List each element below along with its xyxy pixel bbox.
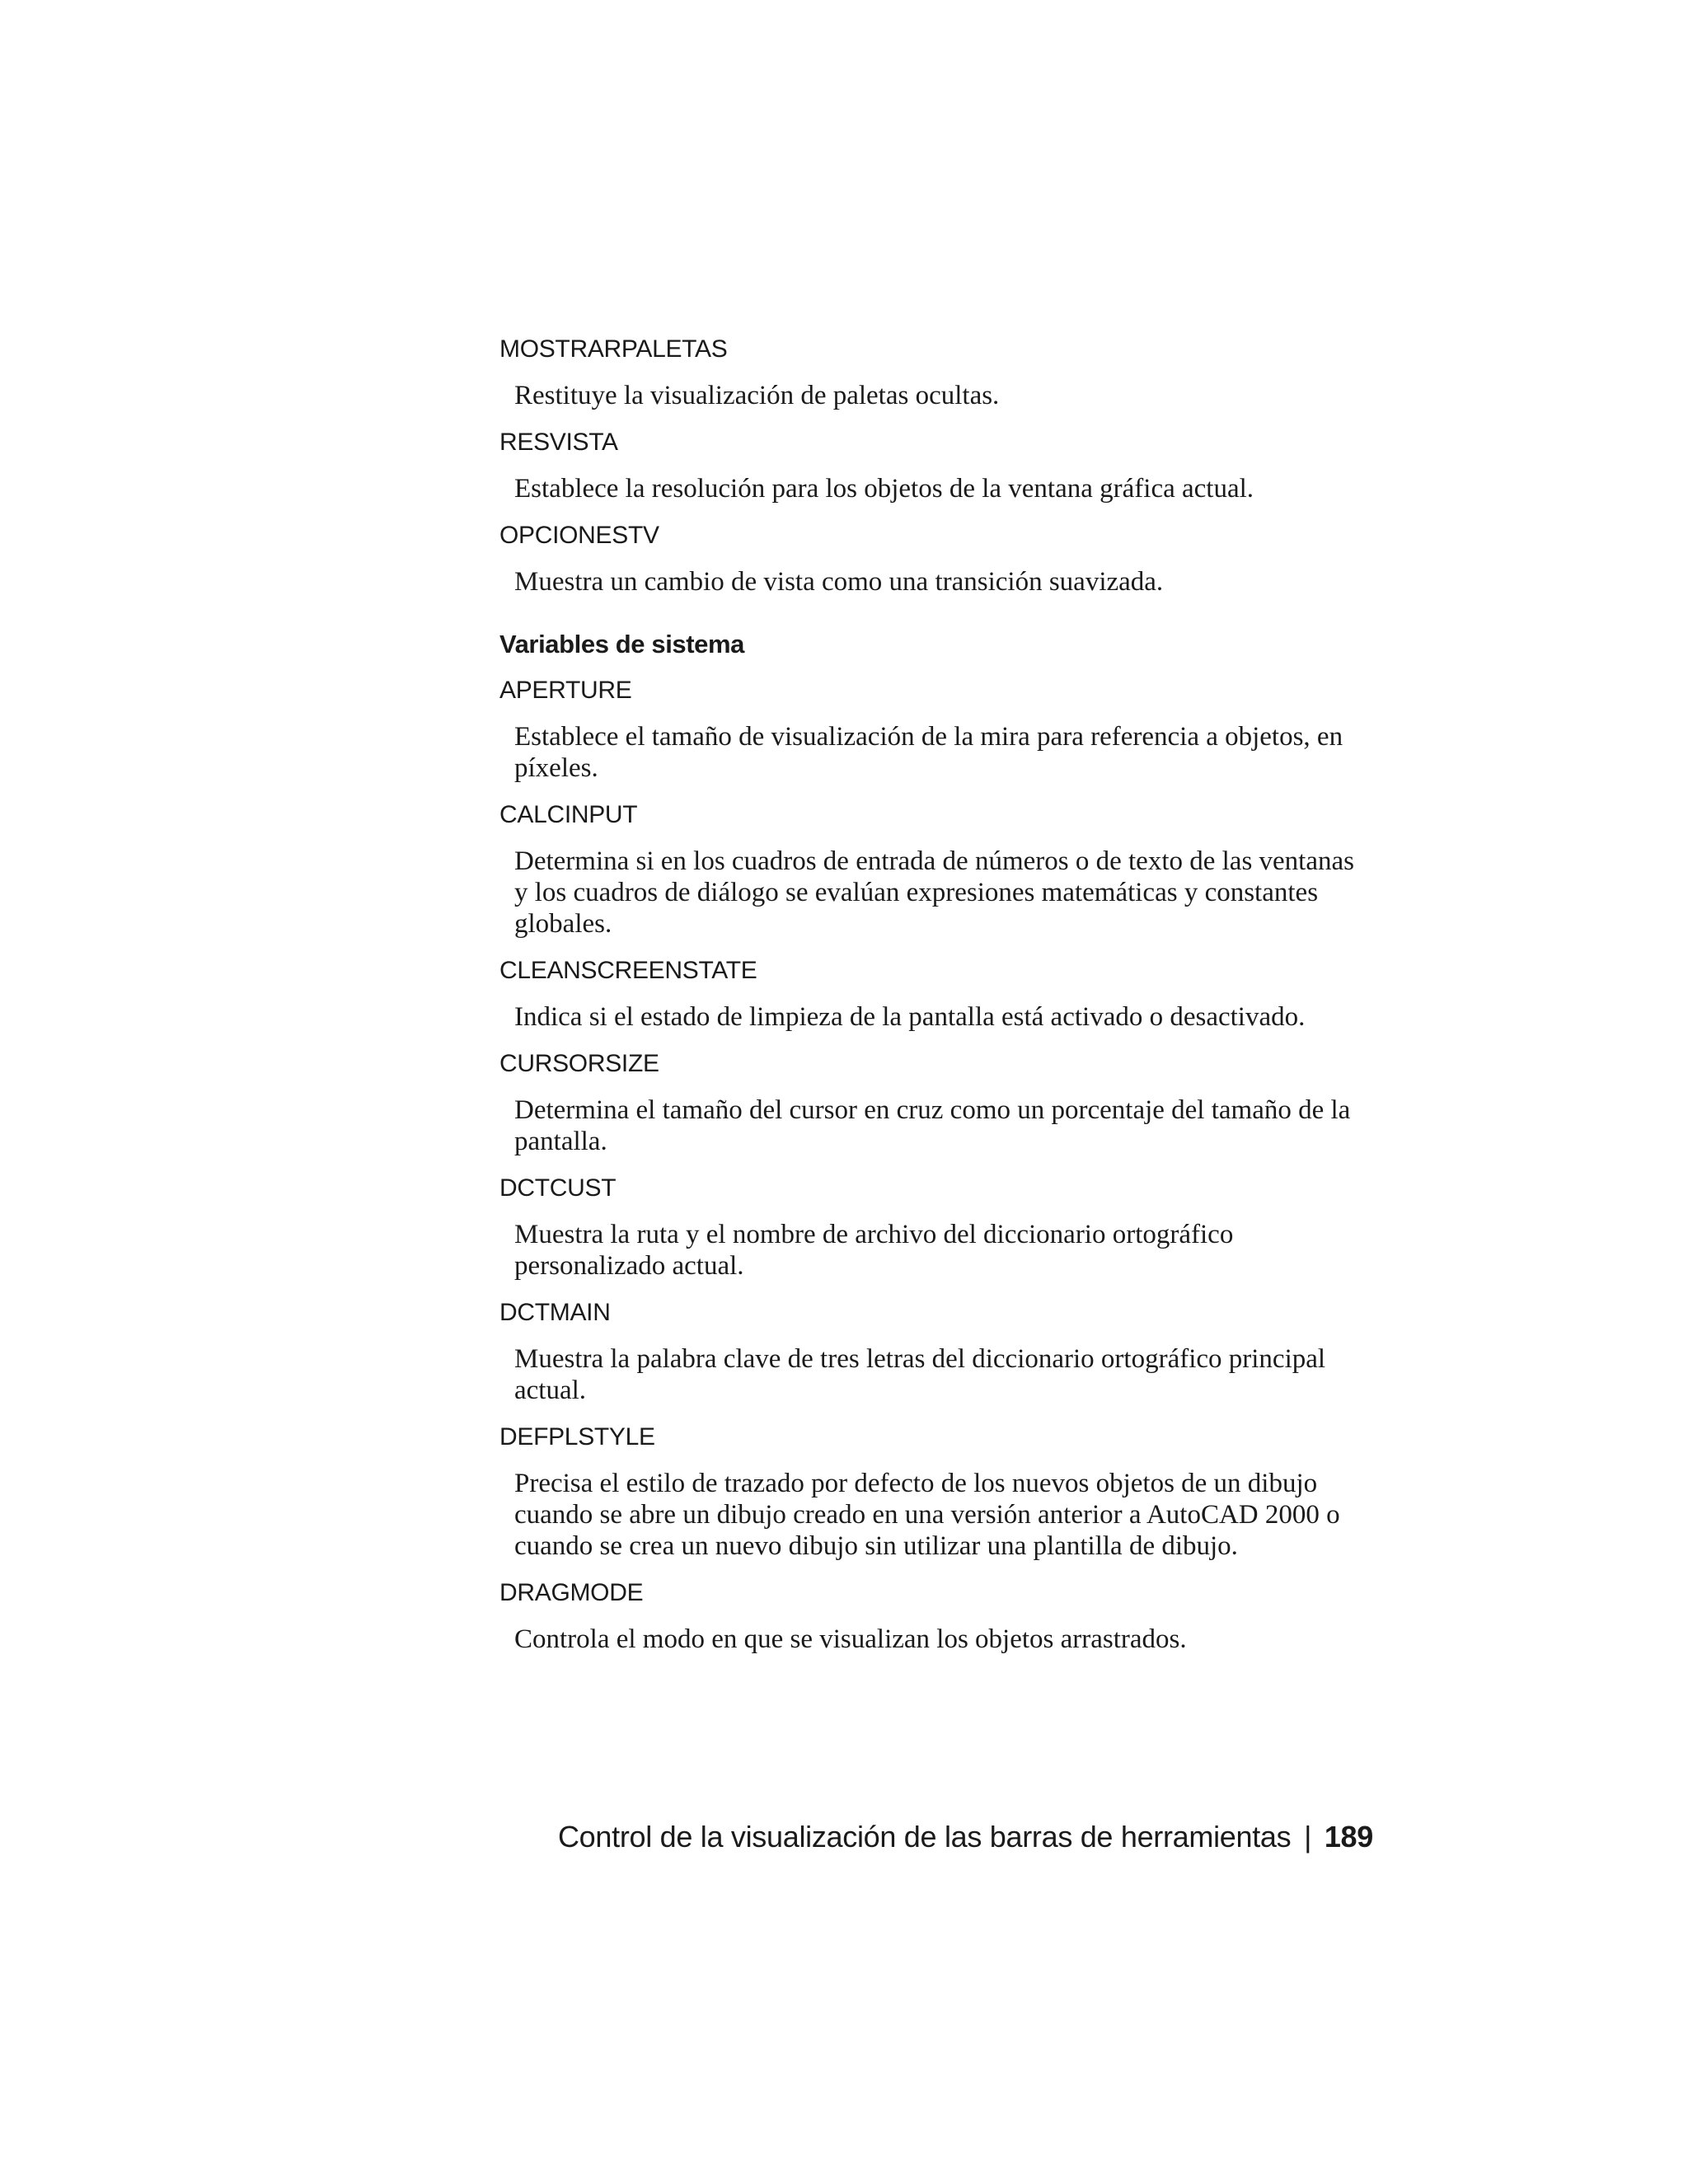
section-heading: Variables de sistema	[499, 630, 745, 658]
page-content	[499, 334, 1373, 1671]
footer-separator: |	[1304, 1820, 1312, 1854]
entry-description: Muestra un cambio de vista como una transición suavizada.	[514, 567, 1164, 597]
entry-term: DEFPLSTYLE	[499, 1423, 655, 1451]
entry-term: OPCIONESTV	[499, 522, 659, 549]
system-variable-list	[499, 675, 1373, 1655]
footer-chapter-title: Control de la visualización de las barras de herramientas	[557, 1820, 1292, 1854]
entry-description: Indica si el estado de limpieza de la pantalla está activado o desactivado.	[514, 1002, 1306, 1032]
definition-entry	[499, 1297, 1373, 1406]
entry-term: CALCINPUT	[499, 801, 638, 828]
entry-description: Controla el modo en que se visualizan los objetos arrastrados.	[514, 1624, 1187, 1654]
command-list	[499, 334, 1373, 598]
entry-description: Establece el tamaño de visualización de la mira para referencia a objetos, en píxeles.	[514, 722, 1343, 783]
definition-entry	[499, 427, 1373, 504]
entry-description: Muestra la ruta y el nombre de archivo del diccionario ortográfico personalizado actual.	[514, 1220, 1234, 1281]
entry-term: APERTURE	[499, 677, 632, 704]
definition-entry	[499, 520, 1373, 598]
definition-entry	[499, 799, 1373, 940]
entry-term: CURSORSIZE	[499, 1050, 659, 1077]
definition-entry	[499, 334, 1373, 411]
definition-entry	[499, 1577, 1373, 1655]
entry-term: RESVISTA	[499, 429, 618, 456]
definition-entry	[499, 1173, 1373, 1282]
entry-description: Restituye la visualización de paletas ocultas.	[514, 381, 1000, 410]
entry-description: Precisa el estilo de trazado por defecto de los nuevos objetos de un dibujo cuando se abre un dibujo creado en una versión anterior a AutoCAD 2000 o cuando se crea un nuevo dibujo sin utilizar una plantilla de dibujo.	[514, 1469, 1340, 1561]
entry-term: MOSTRARPALETAS	[499, 335, 728, 363]
definition-entry	[499, 675, 1373, 784]
entry-description: Determina si en los cuadros de entrada de números o de texto de las ventanas y los cuadros de diálogo se evalúan expresiones matemáticas y constantes globales.	[514, 846, 1354, 939]
entry-term: DRAGMODE	[499, 1579, 644, 1606]
entry-description: Establece la resolución para los objetos de la ventana gráfica actual.	[514, 474, 1254, 504]
entry-description: Determina el tamaño del cursor en cruz como un porcentaje del tamaño de la pantalla.	[514, 1095, 1351, 1156]
definition-entry	[499, 955, 1373, 1033]
definition-entry	[499, 1422, 1373, 1562]
entry-term: DCTMAIN	[499, 1299, 611, 1326]
entry-description: Muestra la palabra clave de tres letras del diccionario ortográfico principal actual.	[514, 1344, 1326, 1405]
page-footer	[558, 1819, 1373, 1855]
definition-entry	[499, 1048, 1373, 1157]
page-number: 189	[1324, 1820, 1373, 1854]
entry-term: CLEANSCREENSTATE	[499, 957, 757, 984]
entry-term: DCTCUST	[499, 1174, 617, 1202]
